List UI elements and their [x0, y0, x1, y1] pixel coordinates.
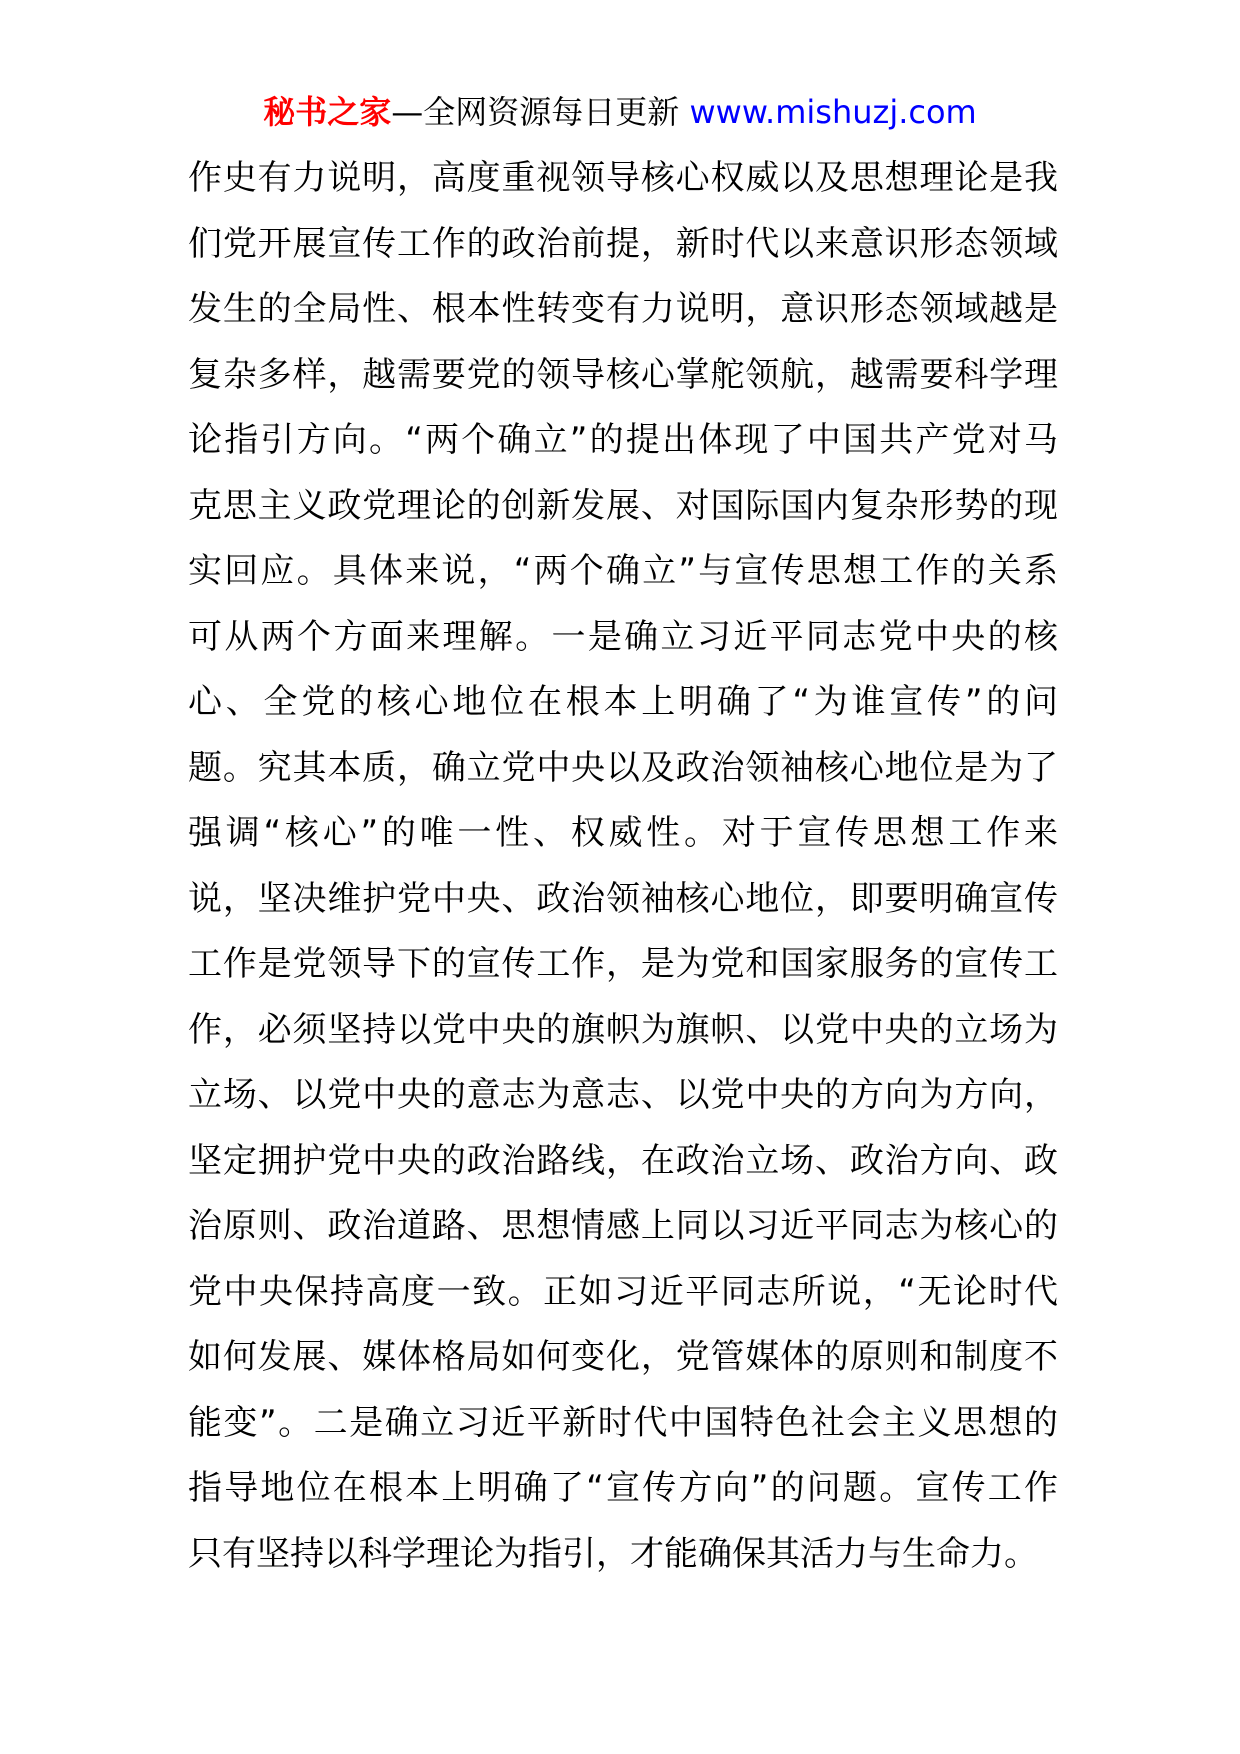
text-line: 作，必须坚持以党中央的旗帜为旗帜、以党中央的立场为 — [188, 1009, 1058, 1050]
text-line: 治原则、政治道路、思想情感上同以习近平同志为核心的 — [188, 1206, 1058, 1246]
header-tagline: —全网资源每日更新 — [391, 93, 680, 131]
text-line: 克思主义政党理论的创新发展、对国际国内复杂形势的现 — [188, 485, 1058, 526]
text-line: 复杂多样，越需要党的领导核心掌舵领航，越需要科学理 — [188, 354, 1058, 395]
header-url-link[interactable]: www.mishuzj.com — [689, 93, 977, 131]
text-line: 立场、以党中央的意志为意志、以党中央的方向为方向， — [188, 1075, 1058, 1115]
text-line: 党中央保持高度一致。正如习近平同志所说，“无论时代 — [188, 1271, 1058, 1312]
header-brand: 秘书之家 — [263, 93, 392, 131]
text-line: 们党开展宣传工作的政治前提，新时代以来意识形态领域 — [188, 223, 1058, 264]
text-line: 可从两个方面来理解。一是确立习近平同志党中央的核 — [188, 616, 1058, 657]
text-line: 工作是党领导下的宣传工作，是为党和国家服务的宣传工 — [188, 944, 1058, 984]
text-line: 强调“核心”的唯一性、权威性。对于宣传思想工作来 — [188, 813, 1058, 853]
text-line: 心、全党的核心地位在根本上明确了“为谁宣传”的问 — [188, 682, 1058, 722]
text-line: 作史有力说明，高度重视领导核心权威以及思想理论是我 — [188, 158, 1058, 198]
text-line: 指导地位在根本上明确了“宣传方向”的问题。宣传工作 — [188, 1468, 1058, 1508]
text-line: 实回应。具体来说，“两个确立”与宣传思想工作的关系 — [188, 551, 1058, 591]
page-header — [0, 92, 1240, 132]
text-line: 如何发展、媒体格局如何变化，党管媒体的原则和制度不 — [188, 1337, 1058, 1377]
text-line: 说，坚决维护党中央、政治领袖核心地位，即要明确宣传 — [188, 878, 1058, 919]
text-line: 论指引方向。“两个确立”的提出体现了中国共产党对马 — [188, 420, 1058, 460]
text-line: 坚定拥护党中央的政治路线，在政治立场、政治方向、政 — [188, 1140, 1058, 1181]
document-body — [188, 146, 1058, 1587]
text-line: 能变”。二是确立习近平新时代中国特色社会主义思想的 — [188, 1402, 1058, 1443]
text-line: 题。究其本质，确立党中央以及政治领袖核心地位是为了 — [188, 747, 1058, 788]
text-line: 发生的全局性、根本性转变有力说明，意识形态领域越是 — [188, 289, 1058, 329]
text-line: 只有坚持以科学理论为指引，才能确保其活力与生命力。 — [188, 1533, 1038, 1574]
